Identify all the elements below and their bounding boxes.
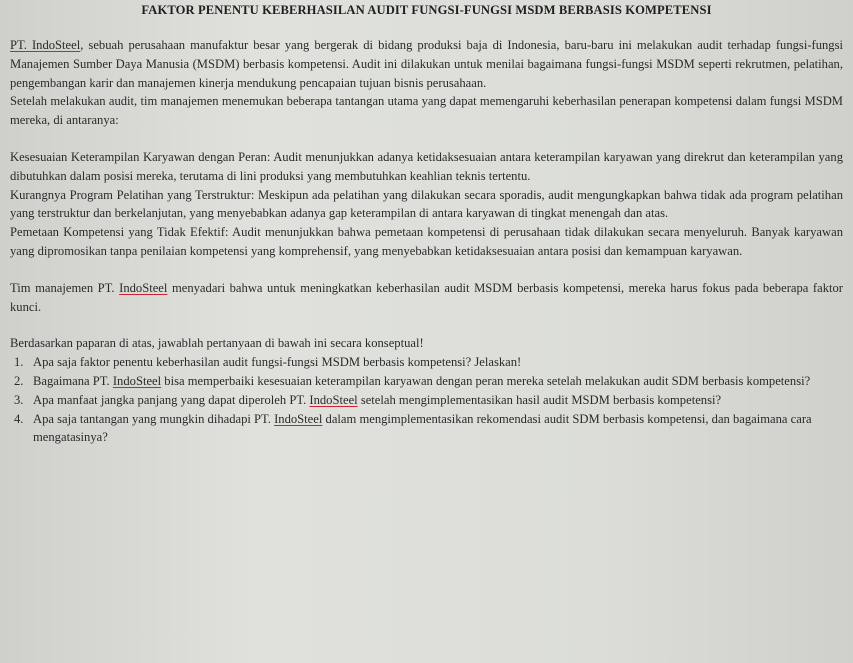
question-text: Apa manfaat jangka panjang yang dapat diperoleh PT. IndoSteel setelah mengimplementasikan hasil audit MSDM berbasis kompetensi? [33, 392, 722, 407]
intro-paragraph [10, 36, 843, 92]
instruction: Berdasarkan paparan di atas, jawablah pertanyaan di bawah ini secara konseptual! [10, 336, 424, 351]
question-number: 3. [14, 392, 24, 407]
finding-2: Kurangnya Program Pelatihan yang Terstruktur: Meskipun ada pelatihan yang dilakukan secara sporadis, audit mengungkapkan bahwa tidak ada program pelatihan yang terstruktur dan berkelanjutan, yang menyebabkan adanya gap keterampilan di antara karyawan di tingkat menengah dan atas. [10, 187, 843, 221]
question-item [10, 410, 843, 448]
intro-text: , sebuah perusahaan manufaktur besar yang bergerak di bidang produksi baja di Indonesia, baru-baru ini melakukan audit terhadap fungsi-fungsi Manajemen Sumber Daya Manusia (MSDM) berbasis kompetensi. Audit ini dilakukan untuk menilai bagaimana fungsi-fungsi MSDM seperti rekrutmen, pelatihan, pengembangan karir dan manajemen kinerja mendukung pencapaian tujuan bisnis perusahaan. [10, 38, 844, 90]
question-text: Apa saja faktor penentu keberhasilan audit fungsi-fungsi MSDM berbasis kompetensi? Jelaskan! [33, 355, 522, 370]
finding-3: Pemetaan Kompetensi yang Tidak Efektif: Audit menunjukkan bahwa pemetaan kompetensi di perusahaan tidak dilakukan secara menyeluruh. Banyak karyawan yang dipromosikan tanpa penilaian kompetensi yang komprehensif, yang menyebabkan ketidaksesuaian antara posisi dan kemampuan karyawan. [10, 225, 843, 258]
finding-1: Kesesuaian Keterampilan Karyawan dengan Peran: Audit menunjukkan adanya ketidaksesuaian antara keterampilan karyawan yang direkrut dan keterampilan yang dibutuhkan dalam posisi mereka, terutama di lini produksi yang membutuhkan keahlian teknis tertentu. [10, 149, 843, 183]
company-name: IndoSteel [309, 392, 358, 407]
company-name: IndoSteel [274, 411, 323, 426]
question-item [10, 372, 843, 391]
question-number: 1. [14, 355, 24, 370]
question-text: Apa saja tantangan yang mungkin dihadapi PT. IndoSteel dalam mengimplementasikan rekomendasi audit SDM berbasis kompetensi, dan bagaimana cara mengatasinya? [33, 411, 812, 445]
question-text: Bagaimana PT. IndoSteel bisa memperbaiki kesesuaian keterampilan karyawan dengan peran mereka setelah melakukan audit SDM berbasis kompetensi? [33, 373, 811, 388]
question-number: 4. [14, 411, 24, 426]
company-name: PT. IndoSteel [10, 38, 81, 52]
company-name: IndoSteel [112, 373, 162, 388]
closing-pre: Tim manajemen PT. [10, 280, 120, 295]
after-audit-paragraph: Setelah melakukan audit, tim manajemen menemukan beberapa tantangan utama yang dapat memengaruhi keberhasilan penerapan kompetensi dalam fungsi MSDM mereka, di antaranya: [10, 94, 843, 128]
closing-paragraph [10, 279, 843, 317]
question-list [10, 353, 843, 447]
question-item [10, 353, 843, 372]
document-title: FAKTOR PENENTU KEBERHASILAN AUDIT FUNGSI-FUNGSI MSDM BERBASIS KOMPETENSI [141, 3, 712, 17]
closing-post: menyadari bahwa untuk meningkatkan keberhasilan audit MSDM berbasis kompetensi, mereka harus fokus pada beberapa faktor kunci. [10, 280, 843, 314]
question-item [10, 391, 843, 410]
question-number: 2. [14, 373, 24, 388]
company-name: IndoSteel [119, 280, 168, 295]
